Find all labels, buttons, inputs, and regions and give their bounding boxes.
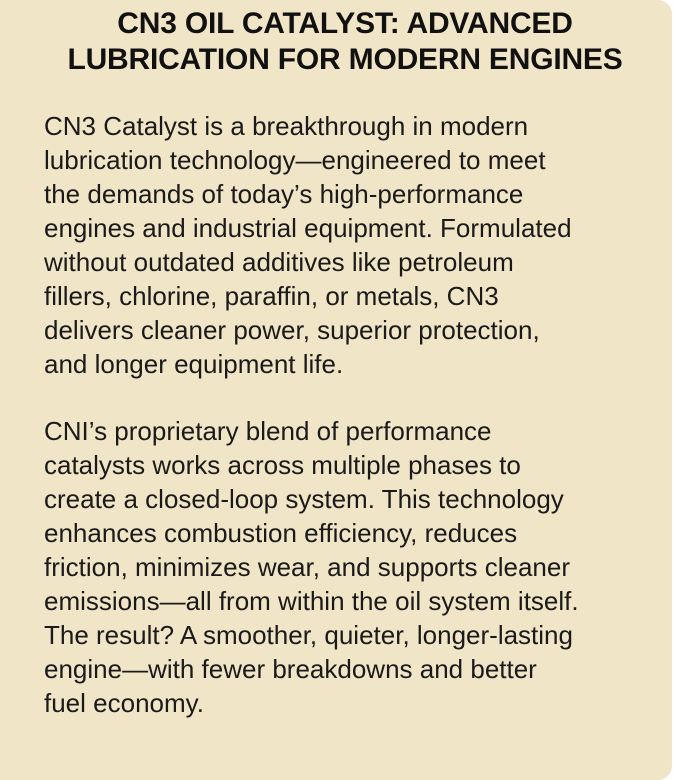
technology-paragraph: CNI’s proprietary blend of performance catalysts works across multiple phases to create a closed-loop system. This technology enhances combustion efficiency, reduces friction, minimizes wear, and supports cleaner emissions—all from within the oil system itself. The result? A smoother, quieter, longer-lasting engine—with fewer breakdowns and better fuel economy.: [44, 416, 579, 718]
article-title: CN3 OIL CATALYST: ADVANCED LUBRICATION FOR MODERN ENGINES: [67, 7, 623, 76]
intro-paragraph: CN3 Catalyst is a breakthrough in modern lubrication technology—engineered to meet the demands of today’s high-performance engines and industrial equipment. Formulated without outdated additives like petroleum fillers, chlorine, paraffin, or metals, CN3 delivers cleaner power, superior protection, and longer equipment life.: [44, 111, 572, 379]
